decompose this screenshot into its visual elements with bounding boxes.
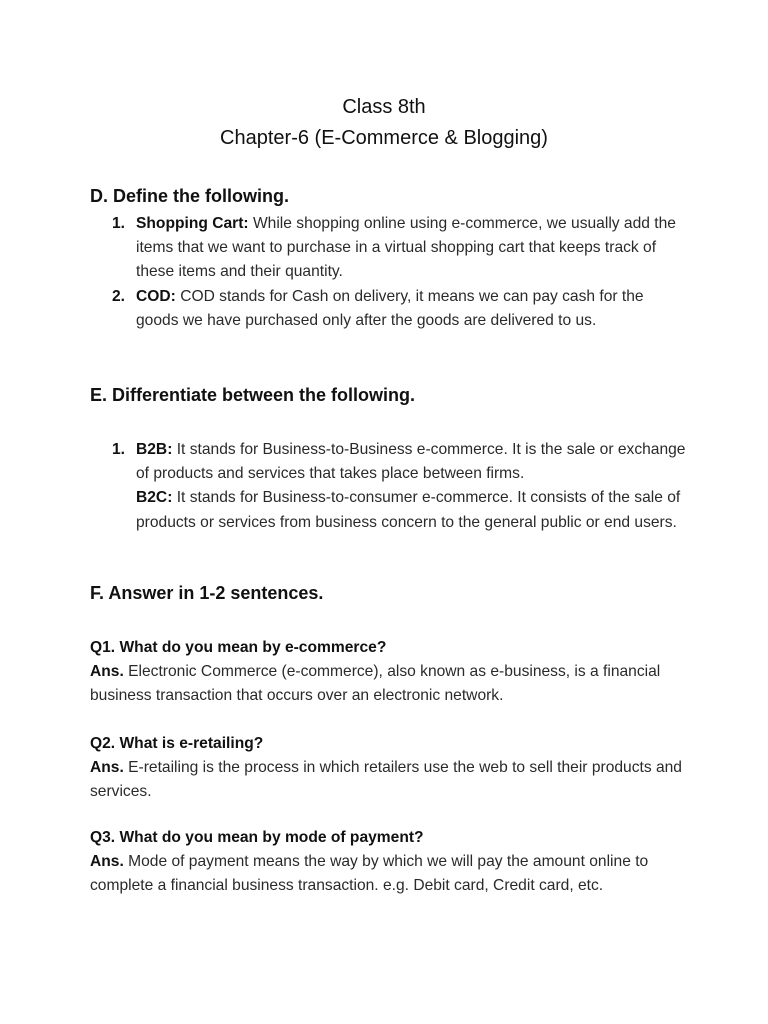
answer-label: Ans. xyxy=(90,663,124,680)
term-b2b: B2B: xyxy=(136,441,173,458)
list-item xyxy=(90,438,690,535)
definition-text: It stands for Business-to-consumer e-commerce. It consists of the sale of products or services from business concern to the general public or end users. xyxy=(136,489,681,531)
item-number: 2. xyxy=(112,287,126,305)
section-d-heading: D. Define the following. xyxy=(90,186,289,206)
answer-text: Mode of payment means the way by which we will pay the amount online to complete a financial business transaction. e.g. Debit card, Credit card, etc. xyxy=(90,853,649,894)
class-title: Class 8th xyxy=(342,96,426,118)
section-e-list xyxy=(90,438,690,535)
answer-text: Electronic Commerce (e-commerce), also known as e-business, is a financial business transaction that occurs over an electronic network. xyxy=(90,663,661,704)
definition-text: COD stands for Cash on delivery, it means we can pay cash for the goods we have purchased only after the goods are delivered to us. xyxy=(136,287,644,329)
item-number: 1. xyxy=(112,441,126,458)
term-cod: COD: xyxy=(136,287,176,305)
term-shopping-cart: Shopping Cart: xyxy=(136,215,249,232)
section-e-heading: E. Differentiate between the following. xyxy=(90,385,416,405)
answer-label: Ans. xyxy=(90,853,124,870)
question-text: Q2. What is e-retailing? xyxy=(90,735,264,752)
chapter-title: Chapter-6 (E-Commerce & Blogging) xyxy=(220,127,548,149)
section-d-list xyxy=(90,212,690,333)
answer-text: E-retailing is the process in which retailers use the web to sell their products and services. xyxy=(90,759,682,800)
qa-item-3 xyxy=(90,826,690,898)
definition-text: While shopping online using e-commerce, we usually add the items that we want to purchase in a virtual shopping cart that keeps track of these items and their quantity. xyxy=(136,215,676,281)
qa-item-2 xyxy=(90,732,690,804)
question-text: Q3. What do you mean by mode of payment? xyxy=(90,829,424,846)
item-number: 1. xyxy=(112,215,126,232)
answer-label: Ans. xyxy=(90,759,124,776)
term-b2c: B2C: xyxy=(136,489,173,507)
definition-text: It stands for Business-to-Business e-commerce. It is the sale or exchange of products and services that takes place between firms. xyxy=(136,441,686,483)
question-text: Q1. What do you mean by e-commerce? xyxy=(90,639,387,656)
list-item xyxy=(90,285,690,333)
list-item xyxy=(90,212,690,285)
section-f-heading: F. Answer in 1-2 sentences. xyxy=(90,583,324,603)
qa-item-1 xyxy=(90,636,690,708)
